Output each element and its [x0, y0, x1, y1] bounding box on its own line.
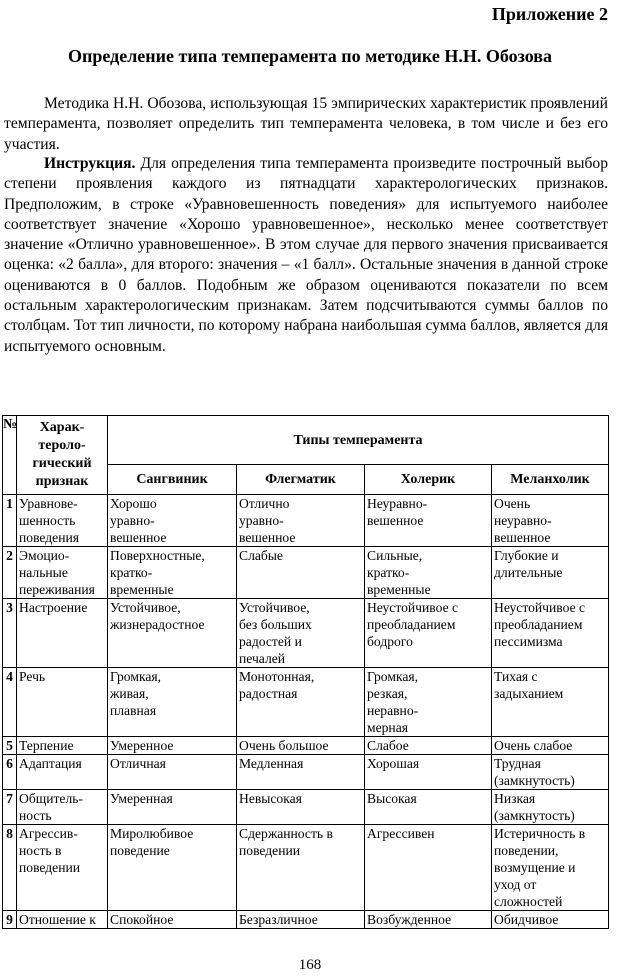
value-cell: Агрессивен [365, 825, 492, 911]
row-number: 9 [3, 911, 17, 929]
value-cell: Неуравно- вешенное [365, 495, 492, 547]
temperament-table [2, 415, 609, 929]
value-cell: Устойчивое, без больших радостей и печалей [237, 599, 365, 668]
value-cell: Истеричность в поведении, возмущение и уход от сложностей [492, 825, 609, 911]
table-row [3, 790, 609, 825]
value-cell: Хорошая [365, 755, 492, 790]
table-row [3, 911, 609, 929]
value-cell: Очень большое [237, 737, 365, 755]
value-cell: Сдержанность в поведении [237, 825, 365, 911]
trait-cell: Уравнове- шенность поведения [17, 495, 108, 547]
row-number: 7 [3, 790, 17, 825]
row-number: 5 [3, 737, 17, 755]
value-cell: Умеренное [108, 737, 237, 755]
value-cell: Умеренная [108, 790, 237, 825]
value-cell: Очень слабое [492, 737, 609, 755]
value-cell: Слабое [365, 737, 492, 755]
value-cell: Высокая [365, 790, 492, 825]
value-cell: Неустойчивое с преобладанием пессимизма [492, 599, 609, 668]
value-cell: Обидчивое [492, 911, 609, 929]
row-number: 8 [3, 825, 17, 911]
intro-paragraph: Методика Н.Н. Обозова, использующая 15 эмпирических характеристик проявлений темперамента, позволяет определить тип темперамента человека, в том числе и без его участия. [4, 95, 608, 153]
table-row [3, 495, 609, 547]
instruction-paragraph [4, 154, 608, 357]
value-cell: Поверхностные, кратко- временные [108, 547, 237, 599]
value-cell: Монотонная, радостная [237, 668, 365, 737]
trait-cell: Эмоцио- нальные переживания [17, 547, 108, 599]
row-number: 6 [3, 755, 17, 790]
instruction-text: Для определения типа темперамента произведите построчный выбор степени проявления каждого из пятнадцати характерологических признаков. Предположим, в строке «Уравновешенность поведения» для испытуемого наиболее соответствует значение «Хорошо уравновешенное», несколько менее соответствует значение «Отлично уравновешенное». В этом случае для первого значения присваивается оценка: «2 балла», для второго: значения – «1 балл». Остальные значения в данной строке оцениваются в 0 баллов. Подобным же образом оцениваются показатели по всем остальным характерологическим признакам. Затем подсчитываются суммы баллов по столбцам. Тот тип личности, по которому набрана наибольшая сумма баллов, является для испытуемого основным. [4, 155, 608, 355]
value-cell: Возбужденное [365, 911, 492, 929]
trait-cell: Агрессив- ность в поведении [17, 825, 108, 911]
trait-cell: Речь [17, 668, 108, 737]
page-title: Определение типа темперамента по методике Н.Н. Обозова [67, 46, 553, 66]
table-row [3, 825, 609, 911]
value-cell: Спокойное [108, 911, 237, 929]
appendix-label: Приложение 2 [491, 4, 608, 24]
value-cell: Очень неуравно- вешенное [492, 495, 609, 547]
value-cell: Отличная [108, 755, 237, 790]
table-row [3, 737, 609, 755]
row-number: 2 [3, 547, 17, 599]
value-cell: Громкая, резкая, неравно- мерная [365, 668, 492, 737]
row-number: 1 [3, 495, 17, 547]
value-cell: Громкая, живая, плавная [108, 668, 237, 737]
value-cell: Неустойчивое с преобладанием бодрого [365, 599, 492, 668]
col-trait-header: Харак- тероло- гический признак [17, 416, 108, 495]
instruction-label: Инструкция. [44, 155, 136, 172]
trait-cell: Терпение [17, 737, 108, 755]
value-cell: Безразличное [237, 911, 365, 929]
type-header: Меланхолик [492, 465, 609, 495]
value-cell: Слабые [237, 547, 365, 599]
trait-cell: Адаптация [17, 755, 108, 790]
table-row [3, 755, 609, 790]
value-cell: Устойчивое, жизнерадостное [108, 599, 237, 668]
table-row [3, 547, 609, 599]
row-number: 4 [3, 668, 17, 737]
trait-cell: Настроение [17, 599, 108, 668]
col-number-header: № [3, 416, 17, 495]
type-header: Холерик [365, 465, 492, 495]
type-header: Сангвиник [108, 465, 237, 495]
value-cell: Медленная [237, 755, 365, 790]
table-row [3, 599, 609, 668]
value-cell: Невысокая [237, 790, 365, 825]
types-header: Типы темперамента [108, 416, 609, 465]
value-cell: Низкая (замкнутость) [492, 790, 609, 825]
value-cell: Трудная (замкнутость) [492, 755, 609, 790]
type-header: Флегматик [237, 465, 365, 495]
value-cell: Миролюбивое поведение [108, 825, 237, 911]
value-cell: Хорошо уравно- вешенное [108, 495, 237, 547]
value-cell: Тихая с задыханием [492, 668, 609, 737]
trait-cell: Отношение к [17, 911, 108, 929]
table-row [3, 668, 609, 737]
value-cell: Отлично уравно- вешенное [237, 495, 365, 547]
value-cell: Сильные, кратко- временные [365, 547, 492, 599]
page-number: 168 [298, 957, 322, 973]
row-number: 3 [3, 599, 17, 668]
value-cell: Глубокие и длительные [492, 547, 609, 599]
trait-cell: Общитель- ность [17, 790, 108, 825]
